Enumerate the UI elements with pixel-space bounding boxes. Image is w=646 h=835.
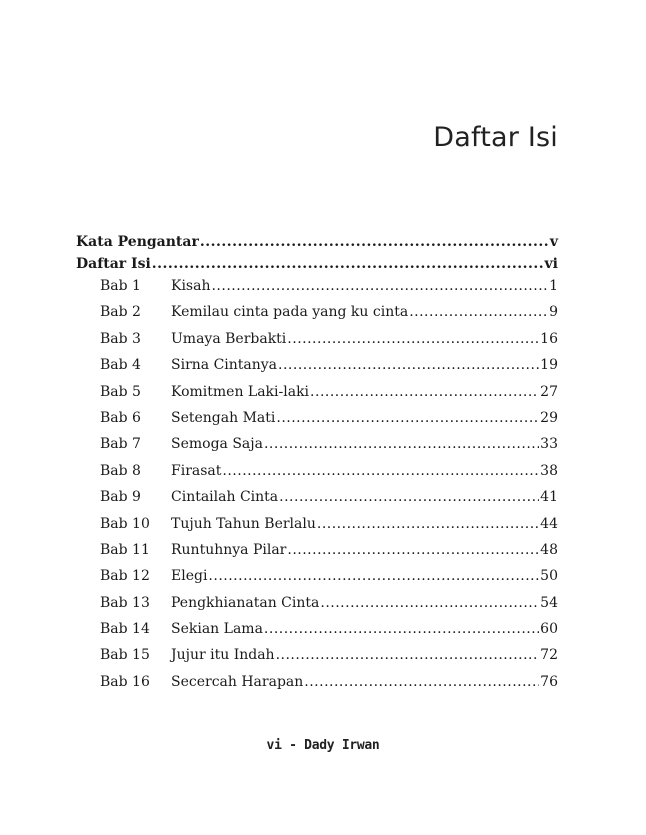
toc-front-entry	[76, 256, 558, 278]
toc-entry-title: Kisah	[171, 278, 211, 294]
toc-dot-leader	[264, 621, 539, 637]
toc-entry-title: Cintailah Cinta	[171, 489, 279, 506]
toc-dot-leader	[287, 542, 539, 558]
toc-entry-title: Runtuhnya Pilar	[171, 541, 287, 558]
toc-page-number: 60	[540, 621, 558, 638]
toc-chapter-entry	[76, 436, 558, 462]
toc-chapter-entry	[76, 674, 558, 700]
toc-chapter-entry	[76, 489, 558, 515]
toc-chapter-number: Bab 14	[100, 621, 150, 638]
toc-chapter-number: Bab 2	[100, 304, 141, 321]
toc-page-number: 1	[549, 278, 558, 294]
toc-dot-leader	[276, 647, 540, 663]
toc-dot-leader	[409, 304, 548, 320]
toc-page-number: 72	[540, 647, 558, 664]
toc-dot-leader	[208, 568, 539, 584]
toc-page-number: 48	[540, 541, 558, 558]
toc-chapter-number: Bab 8	[100, 462, 141, 479]
toc-chapter-number: Bab 10	[100, 515, 150, 532]
toc-dot-leader	[276, 410, 539, 426]
toc-page-number: 38	[540, 462, 558, 479]
toc-entry-title: Sirna Cintanya	[171, 357, 278, 374]
toc-dot-leader	[278, 357, 539, 373]
toc-chapter-entry	[76, 595, 558, 621]
toc-page-number: 27	[540, 383, 558, 400]
toc-dot-leader	[200, 234, 549, 250]
table-of-contents	[76, 234, 558, 700]
toc-chapter-entry	[76, 621, 558, 647]
toc-entry-title: Tujuh Tahun Berlalu	[171, 515, 316, 532]
front-matter-list	[76, 234, 558, 278]
toc-chapter-entry	[76, 542, 558, 568]
toc-chapter-number: Bab 1	[100, 278, 141, 294]
toc-page-number: 41	[540, 489, 558, 506]
page-footer: vi - Dady Irwan	[266, 738, 380, 753]
toc-dot-leader	[264, 436, 539, 452]
toc-entry-title: Komitmen Laki-laki	[171, 383, 310, 400]
toc-dot-leader	[279, 489, 539, 505]
toc-entry-title: Setengah Mati	[171, 409, 276, 426]
toc-entry-title: Kata Pengantar	[76, 234, 199, 250]
toc-page-number: 19	[540, 357, 558, 374]
toc-chapter-number: Bab 6	[100, 409, 141, 426]
toc-page-number: vi	[544, 256, 558, 272]
toc-chapter-entry	[76, 304, 558, 330]
toc-chapter-entry	[76, 410, 558, 436]
toc-dot-leader	[287, 331, 539, 347]
toc-chapter-number: Bab 4	[100, 357, 141, 374]
toc-chapter-number: Bab 5	[100, 383, 141, 400]
toc-chapter-entry	[76, 278, 558, 304]
toc-chapter-entry	[76, 357, 558, 383]
toc-entry-title: Semoga Saja	[171, 436, 263, 453]
toc-chapter-entry	[76, 331, 558, 357]
toc-page-number: 16	[540, 330, 558, 347]
toc-page-number: 50	[540, 568, 558, 585]
toc-front-entry	[76, 234, 558, 256]
toc-page-number: 29	[540, 409, 558, 426]
toc-dot-leader	[320, 595, 539, 611]
toc-entry-title: Firasat	[171, 462, 222, 479]
toc-dot-leader	[211, 278, 548, 294]
toc-chapter-entry	[76, 463, 558, 489]
toc-dot-leader	[310, 384, 539, 400]
toc-chapter-number: Bab 9	[100, 489, 141, 506]
toc-page-number: 9	[549, 304, 558, 321]
toc-dot-leader	[152, 256, 544, 272]
toc-entry-title: Daftar Isi	[76, 256, 151, 272]
toc-chapter-entry	[76, 516, 558, 542]
toc-chapter-entry	[76, 384, 558, 410]
toc-entry-title: Jujur itu Indah	[171, 647, 275, 664]
toc-chapter-entry	[76, 568, 558, 594]
toc-entry-title: Umaya Berbakti	[171, 330, 287, 347]
toc-chapter-number: Bab 15	[100, 647, 150, 664]
page-title: Daftar Isi	[433, 122, 558, 154]
toc-dot-leader	[222, 463, 539, 479]
toc-chapter-number: Bab 11	[100, 541, 150, 558]
chapter-list	[76, 278, 558, 700]
toc-entry-title: Elegi	[171, 568, 208, 585]
toc-chapter-number: Bab 12	[100, 568, 150, 585]
toc-dot-leader	[317, 516, 539, 532]
toc-entry-title: Pengkhianatan Cinta	[171, 594, 320, 611]
toc-entry-title: Secercah Harapan	[171, 673, 304, 690]
toc-page-number: 54	[540, 594, 558, 611]
toc-page-number: 44	[540, 515, 558, 532]
toc-page-number: v	[549, 234, 558, 250]
toc-chapter-number: Bab 7	[100, 436, 141, 453]
toc-chapter-number: Bab 3	[100, 330, 141, 347]
toc-entry-title: Kemilau cinta pada yang ku cinta	[171, 304, 409, 321]
toc-chapter-entry	[76, 647, 558, 673]
toc-dot-leader	[304, 674, 539, 690]
toc-chapter-number: Bab 16	[100, 673, 150, 690]
toc-entry-title: Sekian Lama	[171, 621, 263, 638]
toc-page-number: 76	[540, 673, 558, 690]
toc-chapter-number: Bab 13	[100, 594, 150, 611]
toc-page-number: 33	[540, 436, 558, 453]
